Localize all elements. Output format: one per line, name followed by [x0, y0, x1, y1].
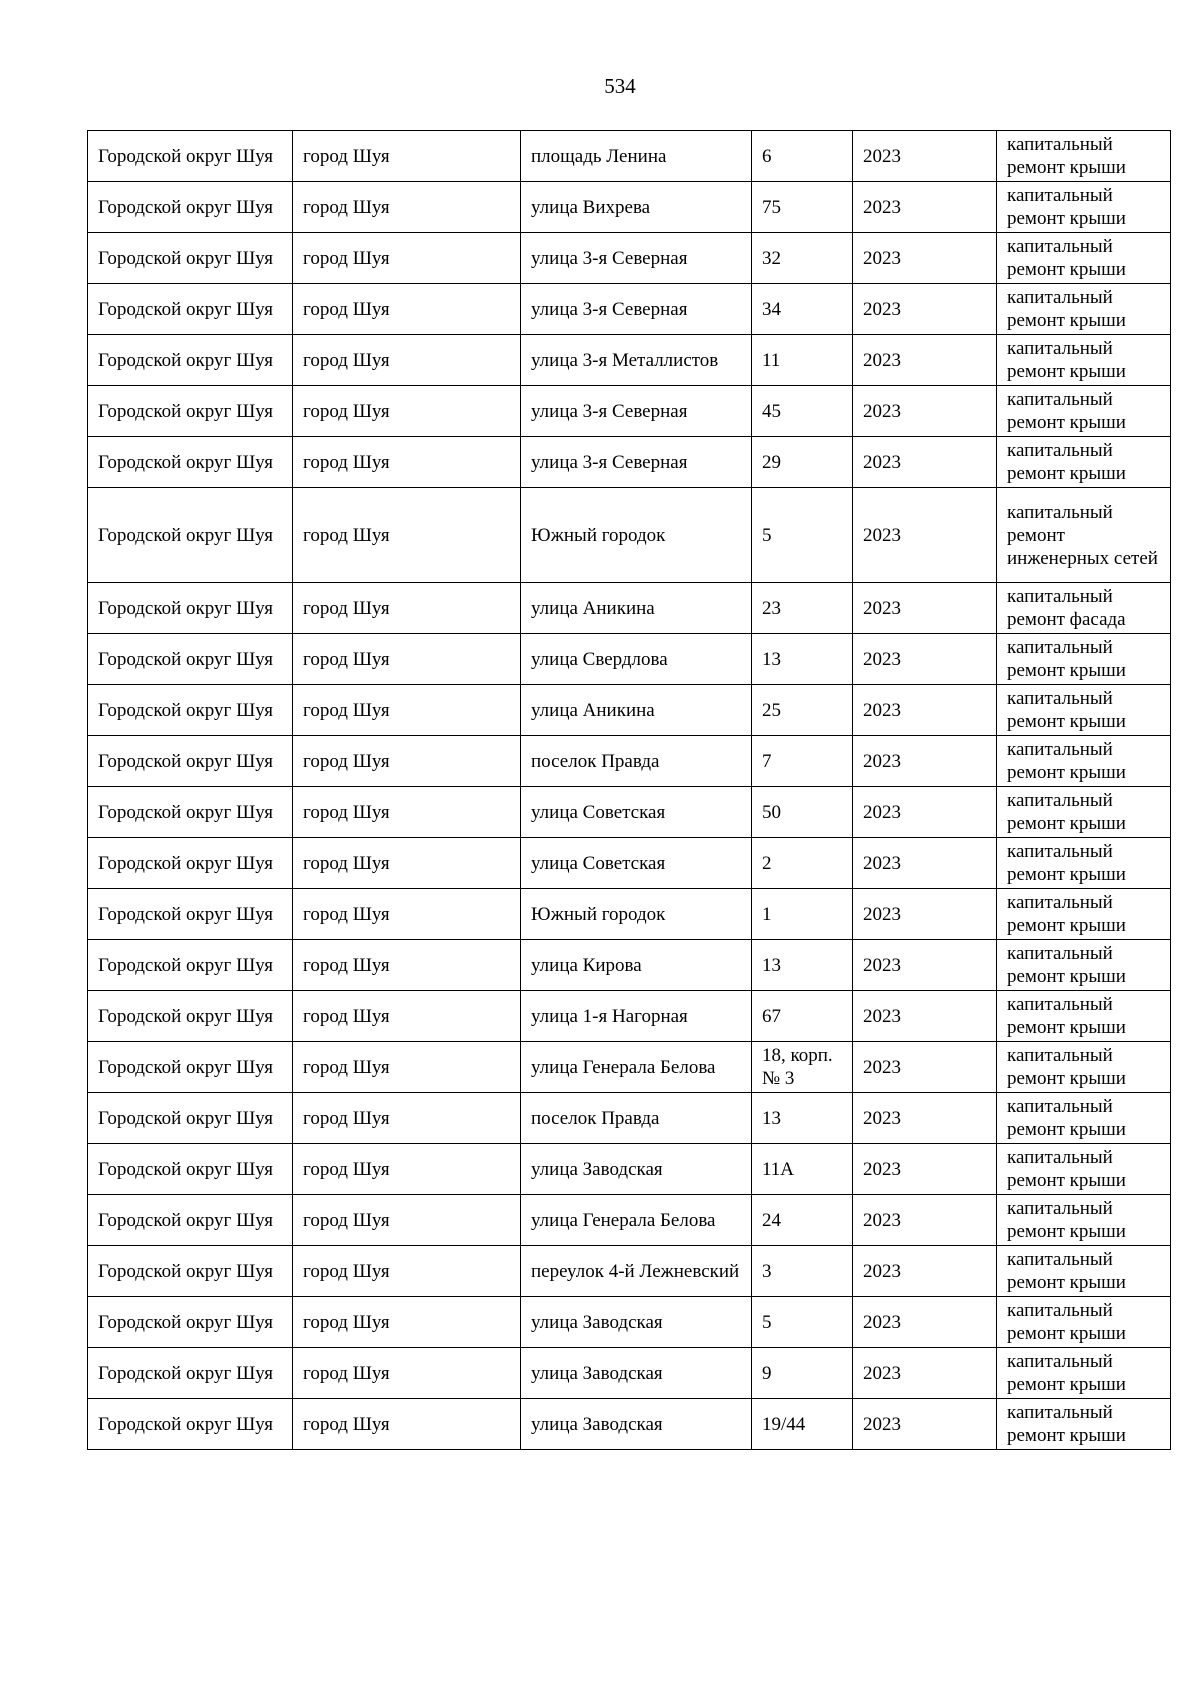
street-cell: улица Аникина — [521, 685, 752, 736]
year-cell: 2023 — [853, 1348, 997, 1399]
settlement-cell: город Шуя — [293, 1195, 521, 1246]
year-cell: 2023 — [853, 1042, 997, 1093]
district-cell: Городской округ Шуя — [88, 488, 293, 583]
work-type-cell: капитальный ремонт крыши — [997, 437, 1171, 488]
house-number-cell: 50 — [752, 787, 853, 838]
district-cell: Городской округ Шуя — [88, 1348, 293, 1399]
year-cell: 2023 — [853, 685, 997, 736]
work-type-cell: капитальный ремонт крыши — [997, 1297, 1171, 1348]
year-cell: 2023 — [853, 335, 997, 386]
street-cell: Южный городок — [521, 488, 752, 583]
year-cell: 2023 — [853, 634, 997, 685]
table-row — [88, 1348, 1171, 1399]
table-row — [88, 488, 1171, 583]
year-cell: 2023 — [853, 488, 997, 583]
table-row — [88, 1399, 1171, 1450]
year-cell: 2023 — [853, 787, 997, 838]
street-cell: улица 3-я Металлистов — [521, 335, 752, 386]
work-type-cell: капитальный ремонт крыши — [997, 335, 1171, 386]
table-row — [88, 284, 1171, 335]
street-cell: улица Свердлова — [521, 634, 752, 685]
work-type-cell: капитальный ремонт крыши — [997, 182, 1171, 233]
work-type-cell: капитальный ремонт крыши — [997, 991, 1171, 1042]
street-cell: улица Аникина — [521, 583, 752, 634]
year-cell: 2023 — [853, 1399, 997, 1450]
house-number-cell: 23 — [752, 583, 853, 634]
house-number-cell: 11 — [752, 335, 853, 386]
street-cell: улица 3-я Северная — [521, 233, 752, 284]
settlement-cell: город Шуя — [293, 838, 521, 889]
table-row — [88, 1246, 1171, 1297]
settlement-cell: город Шуя — [293, 488, 521, 583]
settlement-cell: город Шуя — [293, 736, 521, 787]
table-row — [88, 991, 1171, 1042]
street-cell: улица Советская — [521, 838, 752, 889]
table-row — [88, 182, 1171, 233]
work-type-cell: капитальный ремонт крыши — [997, 284, 1171, 335]
year-cell: 2023 — [853, 940, 997, 991]
settlement-cell: город Шуя — [293, 1042, 521, 1093]
year-cell: 2023 — [853, 991, 997, 1042]
work-type-cell: капитальный ремонт крыши — [997, 1144, 1171, 1195]
year-cell: 2023 — [853, 284, 997, 335]
district-cell: Городской округ Шуя — [88, 991, 293, 1042]
street-cell: переулок 4-й Лежневский — [521, 1246, 752, 1297]
house-number-cell: 45 — [752, 386, 853, 437]
house-number-cell: 67 — [752, 991, 853, 1042]
year-cell: 2023 — [853, 1195, 997, 1246]
settlement-cell: город Шуя — [293, 787, 521, 838]
year-cell: 2023 — [853, 838, 997, 889]
district-cell: Городской округ Шуя — [88, 1195, 293, 1246]
table-row — [88, 437, 1171, 488]
district-cell: Городской округ Шуя — [88, 787, 293, 838]
work-type-cell: капитальный ремонт крыши — [997, 634, 1171, 685]
work-type-cell: капитальный ремонт крыши — [997, 787, 1171, 838]
street-cell: улица Вихрева — [521, 182, 752, 233]
settlement-cell: город Шуя — [293, 437, 521, 488]
work-type-cell: капитальный ремонт крыши — [997, 685, 1171, 736]
street-cell: улица Заводская — [521, 1399, 752, 1450]
street-cell: поселок Правда — [521, 736, 752, 787]
district-cell: Городской округ Шуя — [88, 736, 293, 787]
settlement-cell: город Шуя — [293, 182, 521, 233]
district-cell: Городской округ Шуя — [88, 889, 293, 940]
year-cell: 2023 — [853, 182, 997, 233]
settlement-cell: город Шуя — [293, 131, 521, 182]
year-cell: 2023 — [853, 1246, 997, 1297]
house-number-cell: 32 — [752, 233, 853, 284]
work-type-cell: капитальный ремонт крыши — [997, 1195, 1171, 1246]
year-cell: 2023 — [853, 583, 997, 634]
year-cell: 2023 — [853, 889, 997, 940]
table-row — [88, 1144, 1171, 1195]
house-number-cell: 13 — [752, 634, 853, 685]
street-cell: Южный городок — [521, 889, 752, 940]
district-cell: Городской округ Шуя — [88, 1399, 293, 1450]
street-cell: улица Советская — [521, 787, 752, 838]
house-number-cell: 3 — [752, 1246, 853, 1297]
year-cell: 2023 — [853, 1297, 997, 1348]
street-cell: улица Генерала Белова — [521, 1042, 752, 1093]
district-cell: Городской округ Шуя — [88, 1144, 293, 1195]
work-type-cell: капитальный ремонт инженерных сетей — [997, 488, 1171, 583]
repair-schedule-table — [87, 130, 1171, 1450]
street-cell: улица 1-я Нагорная — [521, 991, 752, 1042]
table-row — [88, 889, 1171, 940]
house-number-cell: 11А — [752, 1144, 853, 1195]
work-type-cell: капитальный ремонт крыши — [997, 1093, 1171, 1144]
district-cell: Городской округ Шуя — [88, 1042, 293, 1093]
work-type-cell: капитальный ремонт фасада — [997, 583, 1171, 634]
district-cell: Городской округ Шуя — [88, 386, 293, 437]
year-cell: 2023 — [853, 736, 997, 787]
street-cell: поселок Правда — [521, 1093, 752, 1144]
district-cell: Городской округ Шуя — [88, 685, 293, 736]
settlement-cell: город Шуя — [293, 233, 521, 284]
district-cell: Городской округ Шуя — [88, 940, 293, 991]
settlement-cell: город Шуя — [293, 1297, 521, 1348]
table-row — [88, 583, 1171, 634]
street-cell: улица Заводская — [521, 1297, 752, 1348]
table-row — [88, 131, 1171, 182]
work-type-cell: капитальный ремонт крыши — [997, 1348, 1171, 1399]
settlement-cell: город Шуя — [293, 685, 521, 736]
table-row — [88, 386, 1171, 437]
settlement-cell: город Шуя — [293, 386, 521, 437]
table-row — [88, 787, 1171, 838]
street-cell: площадь Ленина — [521, 131, 752, 182]
settlement-cell: город Шуя — [293, 1246, 521, 1297]
house-number-cell: 5 — [752, 1297, 853, 1348]
district-cell: Городской округ Шуя — [88, 634, 293, 685]
work-type-cell: капитальный ремонт крыши — [997, 736, 1171, 787]
work-type-cell: капитальный ремонт крыши — [997, 1399, 1171, 1450]
year-cell: 2023 — [853, 233, 997, 284]
street-cell: улица Заводская — [521, 1144, 752, 1195]
year-cell: 2023 — [853, 386, 997, 437]
settlement-cell: город Шуя — [293, 1093, 521, 1144]
settlement-cell: город Шуя — [293, 284, 521, 335]
work-type-cell: капитальный ремонт крыши — [997, 838, 1171, 889]
year-cell: 2023 — [853, 131, 997, 182]
work-type-cell: капитальный ремонт крыши — [997, 1246, 1171, 1297]
district-cell: Городской округ Шуя — [88, 1297, 293, 1348]
district-cell: Городской округ Шуя — [88, 1093, 293, 1144]
table-body — [88, 131, 1171, 1450]
district-cell: Городской округ Шуя — [88, 838, 293, 889]
settlement-cell: город Шуя — [293, 991, 521, 1042]
table-row — [88, 940, 1171, 991]
year-cell: 2023 — [853, 437, 997, 488]
work-type-cell: капитальный ремонт крыши — [997, 386, 1171, 437]
street-cell: улица 3-я Северная — [521, 284, 752, 335]
house-number-cell: 18, корп. № 3 — [752, 1042, 853, 1093]
table-row — [88, 233, 1171, 284]
house-number-cell: 24 — [752, 1195, 853, 1246]
house-number-cell: 9 — [752, 1348, 853, 1399]
table-row — [88, 335, 1171, 386]
house-number-cell: 19/44 — [752, 1399, 853, 1450]
street-cell: улица 3-я Северная — [521, 386, 752, 437]
settlement-cell: город Шуя — [293, 583, 521, 634]
district-cell: Городской округ Шуя — [88, 1246, 293, 1297]
table-row — [88, 1042, 1171, 1093]
settlement-cell: город Шуя — [293, 889, 521, 940]
street-cell: улица Заводская — [521, 1348, 752, 1399]
table-row — [88, 685, 1171, 736]
house-number-cell: 13 — [752, 940, 853, 991]
street-cell: улица 3-я Северная — [521, 437, 752, 488]
table-row — [88, 1195, 1171, 1246]
table-row — [88, 736, 1171, 787]
work-type-cell: капитальный ремонт крыши — [997, 1042, 1171, 1093]
settlement-cell: город Шуя — [293, 940, 521, 991]
street-cell: улица Кирова — [521, 940, 752, 991]
district-cell: Городской округ Шуя — [88, 131, 293, 182]
house-number-cell: 29 — [752, 437, 853, 488]
district-cell: Городской округ Шуя — [88, 335, 293, 386]
district-cell: Городской округ Шуя — [88, 182, 293, 233]
work-type-cell: капитальный ремонт крыши — [997, 940, 1171, 991]
district-cell: Городской округ Шуя — [88, 284, 293, 335]
district-cell: Городской округ Шуя — [88, 233, 293, 284]
settlement-cell: город Шуя — [293, 1348, 521, 1399]
settlement-cell: город Шуя — [293, 634, 521, 685]
year-cell: 2023 — [853, 1093, 997, 1144]
work-type-cell: капитальный ремонт крыши — [997, 131, 1171, 182]
table-row — [88, 838, 1171, 889]
street-cell: улица Генерала Белова — [521, 1195, 752, 1246]
house-number-cell: 25 — [752, 685, 853, 736]
house-number-cell: 34 — [752, 284, 853, 335]
district-cell: Городской округ Шуя — [88, 583, 293, 634]
house-number-cell: 6 — [752, 131, 853, 182]
district-cell: Городской округ Шуя — [88, 437, 293, 488]
house-number-cell: 2 — [752, 838, 853, 889]
year-cell: 2023 — [853, 1144, 997, 1195]
work-type-cell: капитальный ремонт крыши — [997, 233, 1171, 284]
house-number-cell: 13 — [752, 1093, 853, 1144]
settlement-cell: город Шуя — [293, 335, 521, 386]
work-type-cell: капитальный ремонт крыши — [997, 889, 1171, 940]
table-row — [88, 1297, 1171, 1348]
table-row — [88, 1093, 1171, 1144]
settlement-cell: город Шуя — [293, 1399, 521, 1450]
house-number-cell: 7 — [752, 736, 853, 787]
house-number-cell: 1 — [752, 889, 853, 940]
table-row — [88, 634, 1171, 685]
house-number-cell: 5 — [752, 488, 853, 583]
page-number: 534 — [604, 74, 636, 98]
house-number-cell: 75 — [752, 182, 853, 233]
settlement-cell: город Шуя — [293, 1144, 521, 1195]
